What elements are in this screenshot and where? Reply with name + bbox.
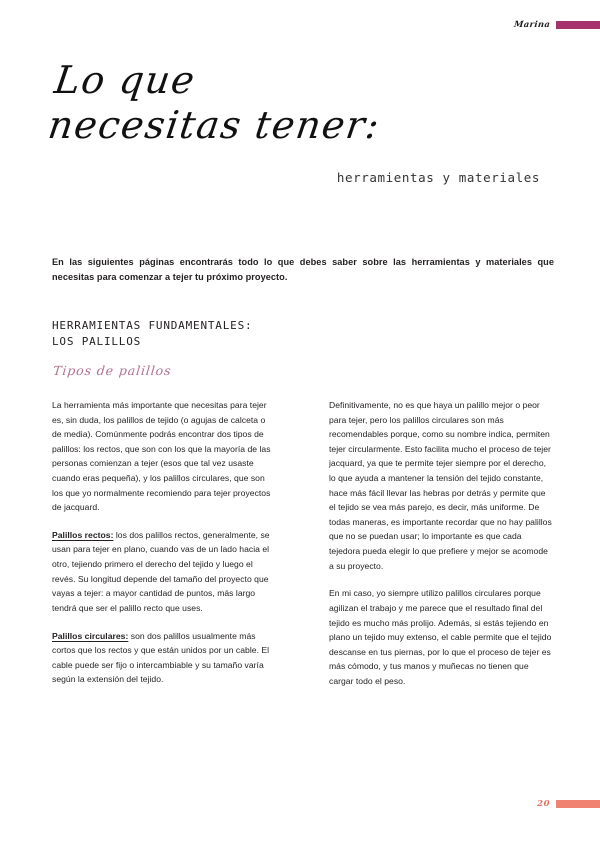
paragraph — [329, 586, 554, 688]
page-footer — [537, 799, 600, 809]
page-number: 20 — [537, 799, 550, 809]
footer-rule-bar — [556, 800, 600, 808]
term-label: Palillos rectos: — [52, 529, 114, 540]
body-columns — [52, 398, 554, 689]
page-title-line-1: Lo que — [51, 58, 199, 102]
header-rule-bar — [556, 21, 600, 29]
paragraph — [52, 629, 277, 687]
running-header — [514, 20, 600, 30]
paragraph-body: En mi caso, yo siempre utilizo palillos circulares porque agilizan el trabajo y me parece que el resultado final del tejido es mucho más prolijo. Además, si estás tejiendo en plano un tejido muy extenso, el cable permite que el tejido descanse en tus piernas, por lo que el proceso de tejer es más cómodo, y tus manos y muñecas no tienen que cargar todo el peso. — [329, 588, 552, 686]
column-left — [52, 398, 277, 689]
section-heading — [52, 318, 252, 350]
page-subtitle: herramientas y materiales — [336, 169, 540, 185]
paragraph-body: son dos palillos usualmente más cortos que los rectos y que están unidos por un cable. El cable puede ser fijo o intercambiable y su tamaño varía según la extensión del tejido. — [52, 630, 270, 685]
column-right — [329, 398, 554, 689]
paragraph-body: los dos palillos rectos, generalmente, se usan para tejer en plano, cuando vas de un lado hacia el otro, tejiendo primero el derecho del tejido y luego el revés. Su longitud depende del tamaño del proyecto que vayas a tejer: a mayor cantidad de puntos, más largo tendrá que ser el palillo recto que uses. — [52, 529, 270, 613]
section-heading-line-1: HERRAMIENTAS FUNDAMENTALES: — [52, 319, 253, 332]
page-title — [45, 58, 552, 148]
paragraph-body: La herramienta más importante que necesitas para tejer es, sin duda, los palillos de tejido (o agujas de calceta o de media). Comúnmente podrás encontrar dos tipos de palillos: los rectos, que son con los que la mayoría de las personas comienzan a tejer (esos que tal vez usaste cuando eras pequeña), y los palillos circulares, que son los que yo normalmente recomiendo para tejer proyectos de jacquard. — [52, 400, 271, 513]
title-block — [45, 58, 552, 185]
section-heading-line-2: LOS PALILLOS — [52, 334, 142, 348]
page-title-line-2: necesitas tener: — [45, 102, 384, 147]
paragraph — [329, 398, 554, 573]
section-sub-heading: Tipos de palillos — [52, 363, 173, 378]
paragraph — [52, 528, 277, 616]
intro-paragraph: En las siguientes páginas encontrarás todo lo que debes saber sobre las herramientas y materiales que necesitas para comenzar a tejer tu próximo proyecto. — [52, 257, 554, 282]
paragraph — [52, 398, 277, 515]
paragraph-body: Definitivamente, no es que haya un palillo mejor o peor para tejer, pero los palillos circulares son más recomendables porque, como su nombre indica, permiten tejer circularmente. Esto facilita mucho el proceso de tejer jacquard, ya que te permite tejer siempre por el derecho, lo que ayuda a mantener la tensión del tejido constante, hace más fácil llevar las hebras por detrás y permite que el tejido se vea más parejo, es decir, más uniforme. De todas maneras, es importante recordar que no hay palillos que no se puedan usar; lo importante es que cada tejedora pueda elegir lo que prefiere y mejor se acomode a su proyecto. — [329, 400, 552, 571]
author-name: Marina — [513, 20, 551, 30]
term-label: Palillos circulares: — [52, 630, 129, 641]
